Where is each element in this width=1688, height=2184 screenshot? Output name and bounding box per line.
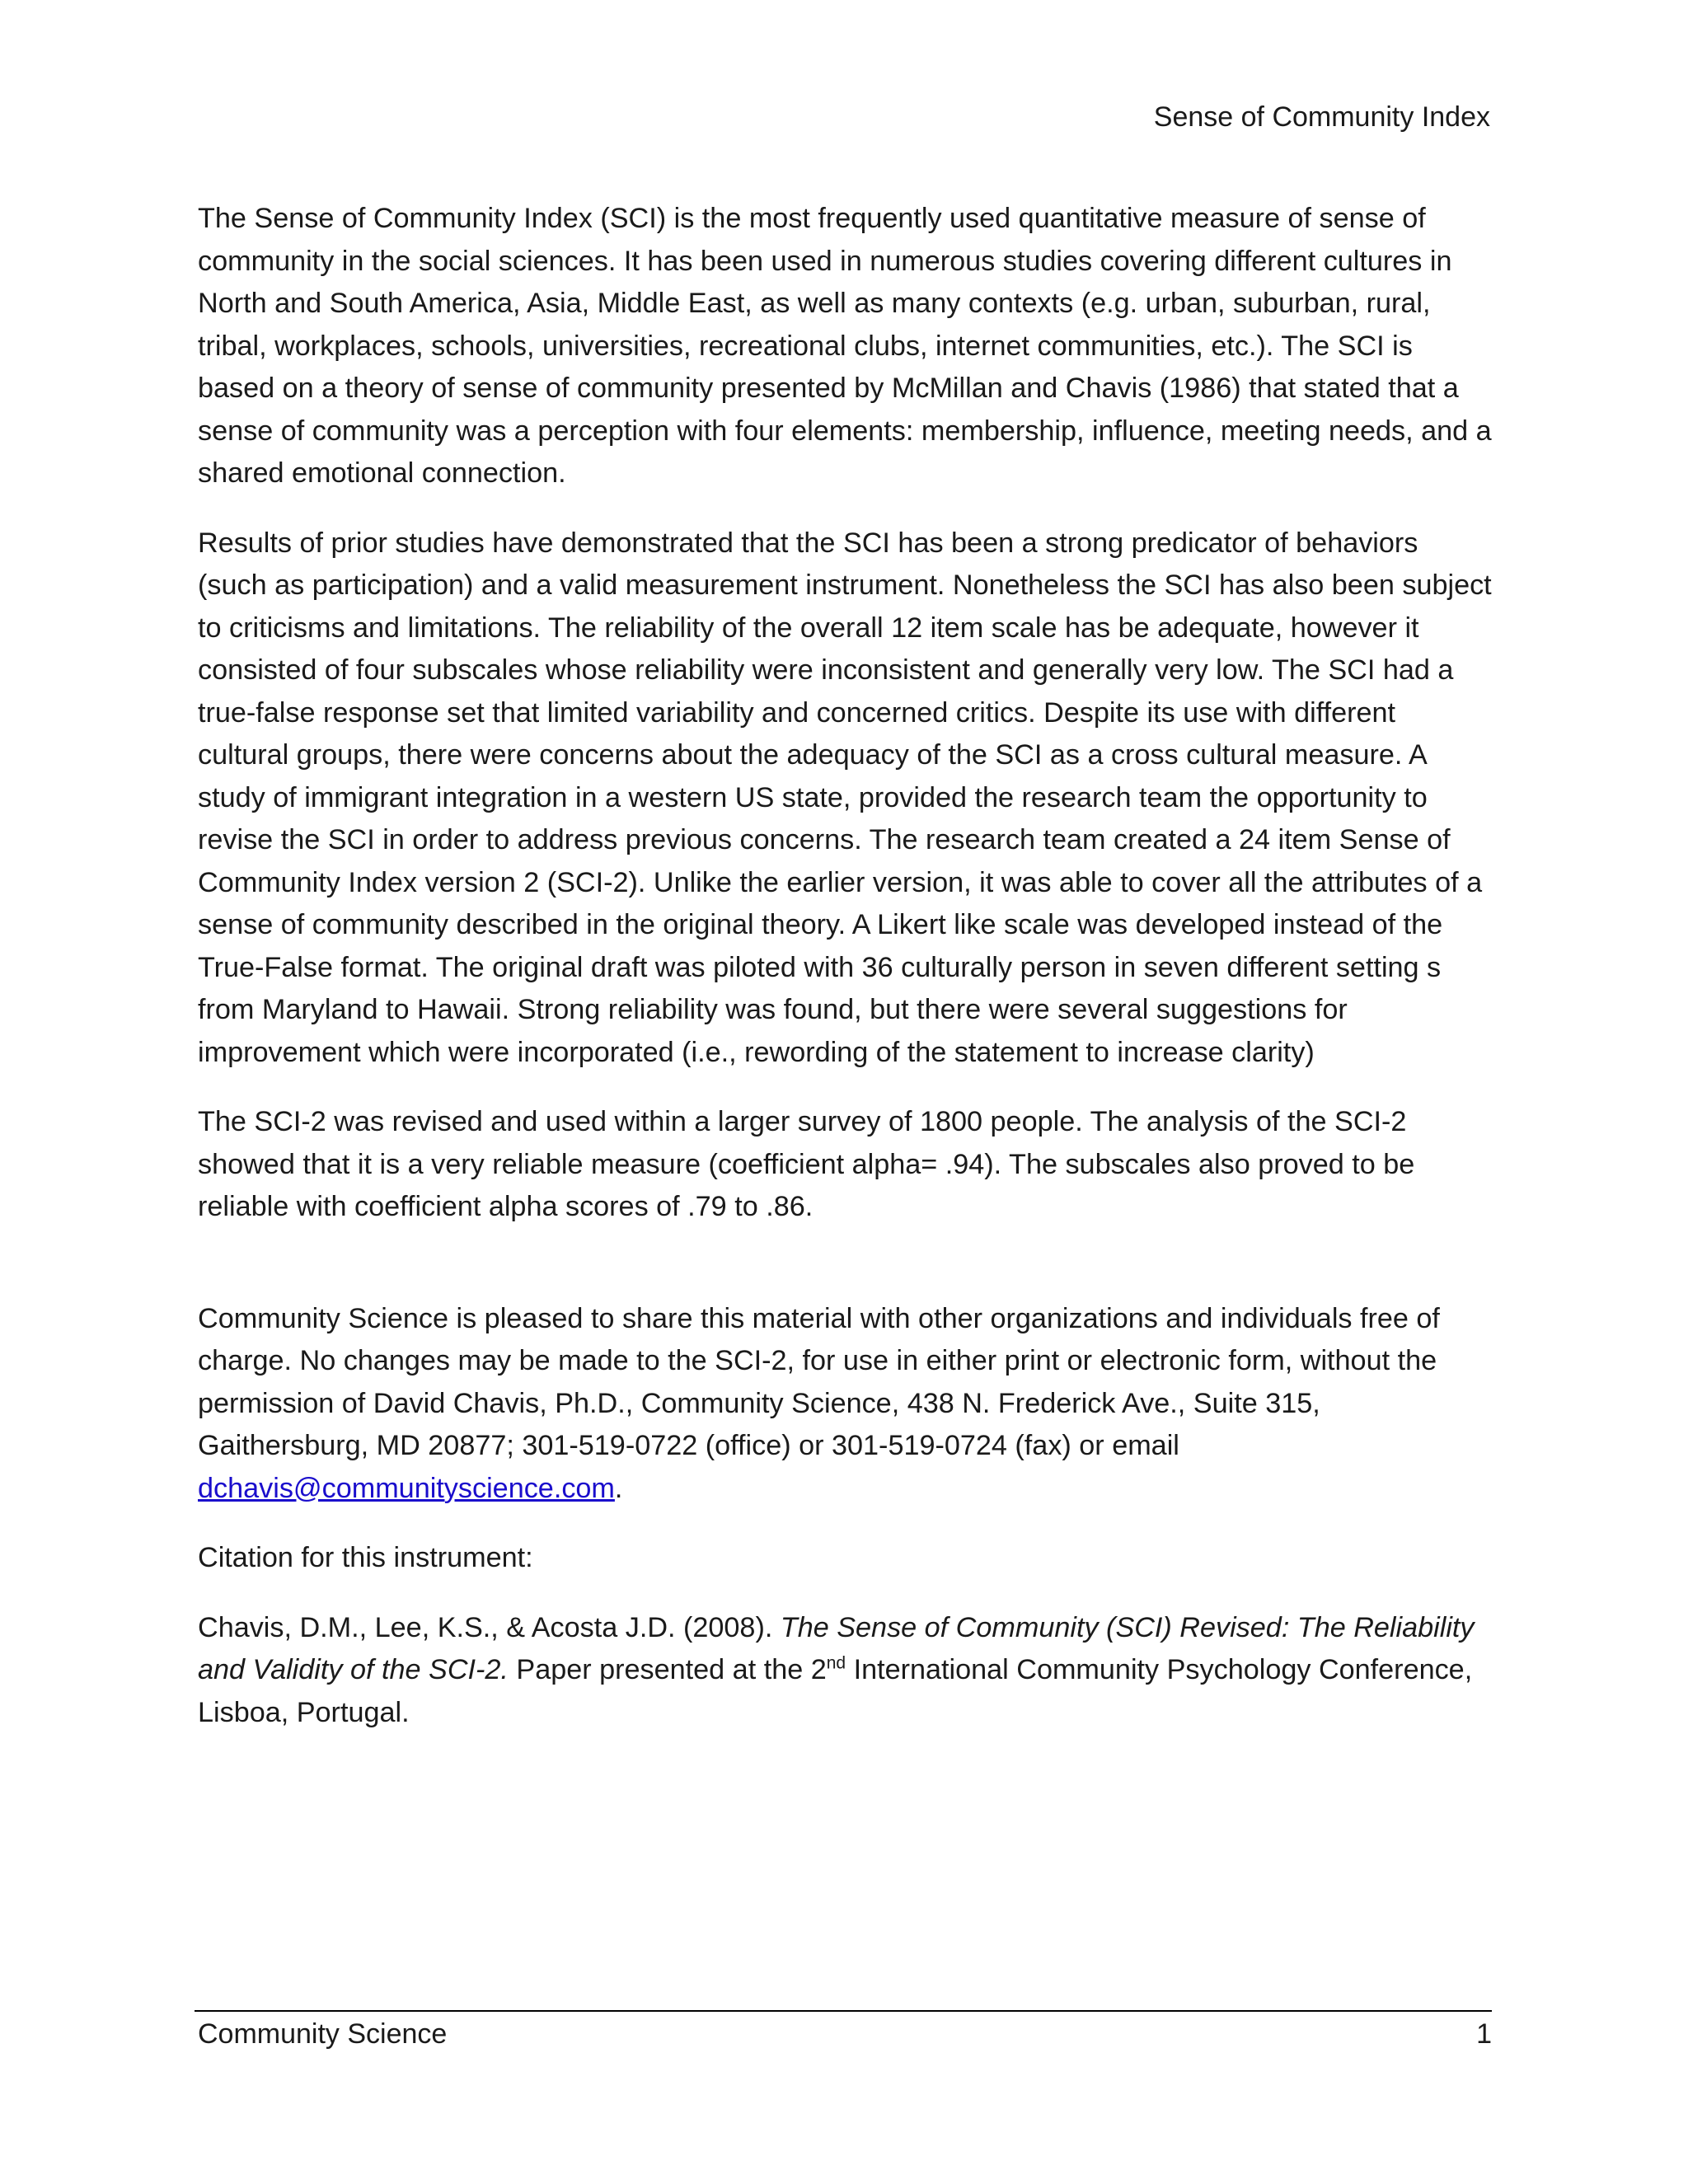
paragraph-permissions <box>198 1298 1492 1511</box>
citation-reference <box>198 1607 1492 1735</box>
page-number: 1 <box>1476 2018 1492 2050</box>
citation-authors: Chavis, D.M., Lee, K.S., & Acosta J.D. (2008). <box>198 1611 781 1643</box>
permissions-text: Community Science is pleased to share this material with other organizations and individuals free of charge. No changes may be made to the SCI-2, for use in either print or electronic form, without the permission of David Chavis, Ph.D., Community Science, 438 N. Frederick Ave., Suite 315, Gaithersburg, MD 20877; 301-519-0722 (office) or 301-519-0724 (fax) or email <box>198 1302 1440 1461</box>
running-header: Sense of Community Index <box>1153 101 1490 133</box>
citation-conference: International Community Psychology Conference, Lisboa, Portugal. <box>198 1654 1473 1728</box>
footer-organization: Community Science <box>198 2018 448 2050</box>
footer-divider <box>195 2010 1492 2012</box>
citation-title: The Sense of Community (SCI) Revised: The Reliability and Validity of the SCI-2. <box>198 1611 1475 1685</box>
document-body <box>198 198 1492 1761</box>
paragraph-intro: The Sense of Community Index (SCI) is the most frequently used quantitative measure of sense of community in the social sciences. It has been used in numerous studies covering different cultures in North and South America, Asia, Middle East, as well as many contexts (e.g. urban, suburban, rural, tribal, workplaces, schools, universities, recreational clubs, internet communities, etc.). The SCI is based on a theory of sense of community presented by McMillan and Chavis (1986) that stated that a sense of community was a perception with four elements: membership, influence, meeting needs, and a shared emotional connection. <box>198 203 1492 489</box>
ordinal-superscript: nd <box>826 1653 846 1673</box>
email-link[interactable]: dchavis@communityscience.com <box>198 1472 615 1504</box>
citation-presented: Paper presented at the 2 <box>508 1654 827 1685</box>
paragraph-prior-studies: Results of prior studies have demonstrated that the SCI has been a strong predicator of behaviors (such as participation) and a valid measurement instrument. Nonetheless the SCI has also been subject to criticisms and limitations. The reliability of the overall 12 item scale has be adequate, however it consisted of four subscales whose reliability were inconsistent and generally very low. The SCI had a true-false response set that limited variability and concerned critics. Despite its use with different cultural groups, there were concerns about the adequacy of the SCI as a cross cultural measure. A study of immigrant integration in a western US state, provided the research team the opportunity to revise the SCI in order to address previous concerns. The research team created a 24 item Sense of Community Index version 2 (SCI-2). Unlike the earlier version, it was able to cover all the attributes of a sense of community described in the original theory. A Likert like scale was developed instead of the True-False format. The original draft was piloted with 36 culturally person in seven different setting s from Maryland to Hawaii. Strong reliability was found, but there were several suggestions for improvement which were incorporated (i.e., rewording of the statement to increase clarity) <box>198 527 1492 1068</box>
citation-label: Citation for this instrument: <box>198 1542 533 1573</box>
paragraph-sci2-results: The SCI-2 was revised and used within a larger survey of 1800 people. The analysis of the SCI-2 showed that it is a very reliable measure (coefficient alpha= .94). The subscales also proved to be reliable with coefficient alpha scores of .79 to .86. <box>198 1106 1415 1222</box>
permissions-end: . <box>614 1472 623 1504</box>
